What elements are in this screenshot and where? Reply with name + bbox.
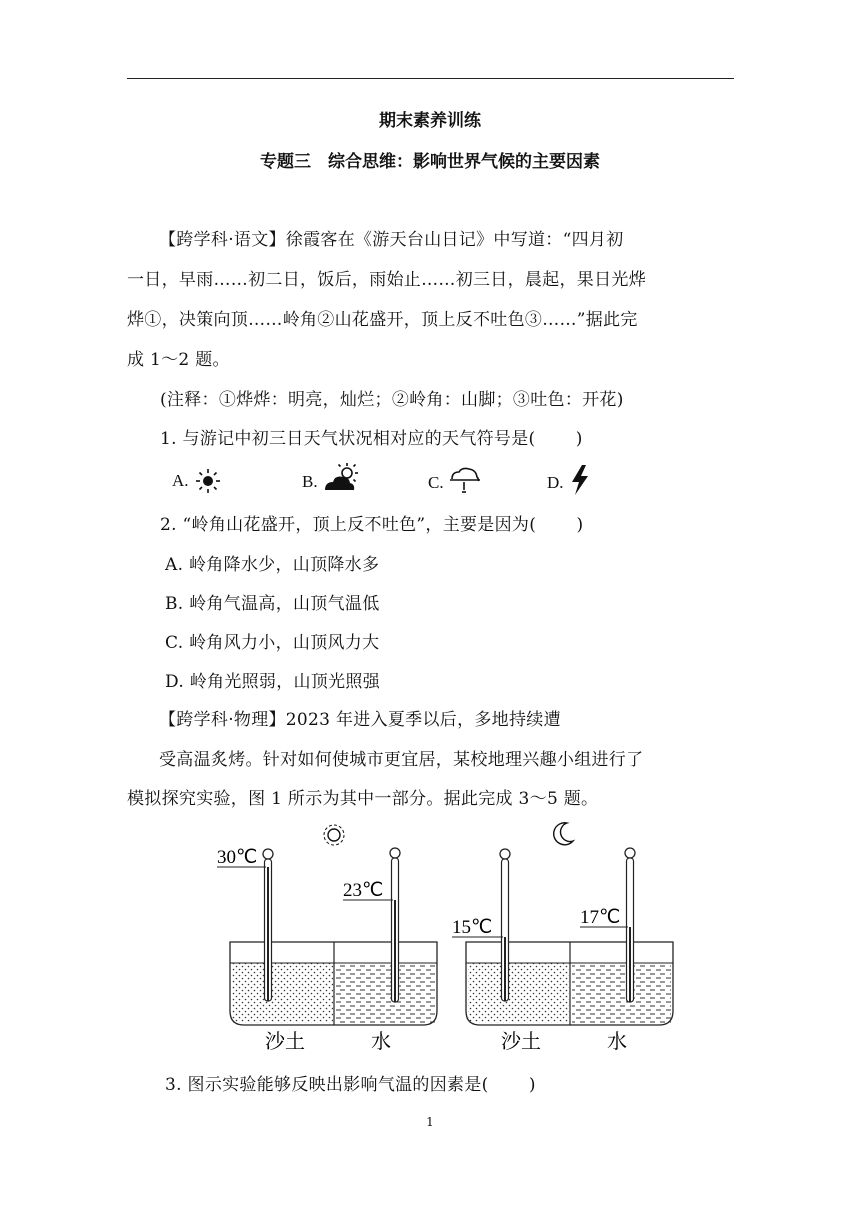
- q2-option-b: B. 岭角气温高，山顶气温低: [165, 594, 380, 614]
- q1-option-a-label: A.: [172, 471, 189, 490]
- day-sand-label: 沙土: [265, 1029, 305, 1053]
- passage2-line-1: 【跨学科·物理】2023 年进入夏季以后，多地持续遭: [159, 710, 561, 730]
- q1-option-c: [428, 466, 482, 496]
- night-sand-temp: 15℃: [452, 917, 493, 938]
- experiment-figure: [205, 815, 685, 1060]
- page-subtitle: 专题三 综合思维：影响世界气候的主要因素: [260, 152, 600, 172]
- q1-stem: 1. 与游记中初三日天气状况相对应的天气符号是( ): [160, 429, 583, 449]
- moon-icon: [554, 823, 573, 845]
- page-number: 1: [426, 1115, 434, 1129]
- passage2-line-2: 受高温炙烤。针对如何使城市更宜居，某校地理兴趣小组进行了: [159, 750, 644, 770]
- night-container: [466, 942, 673, 1025]
- q2-option-d: D. 岭角光照弱，山顶光照强: [165, 672, 381, 692]
- day-sand-temp: 30℃: [217, 847, 258, 868]
- passage1-note: (注释：①烨烨：明亮，灿烂；②岭角：山脚；③吐色：开花): [160, 390, 624, 410]
- q1-option-d: [547, 464, 592, 496]
- sunny-icon: [193, 468, 223, 494]
- night-sand-label: 沙土: [501, 1029, 541, 1053]
- night-water-label: 水: [607, 1029, 627, 1053]
- sun-icon: [324, 825, 344, 845]
- passage1-line-1: 【跨学科·语文】徐霞客在《游天台山日记》中写道：“四月初: [159, 230, 624, 250]
- q2-option-a: A. 岭角降水少，山顶降水多: [165, 555, 380, 575]
- q2-stem: 2. “岭角山花盛开，顶上反不吐色”，主要是因为( ): [160, 515, 584, 535]
- page-title: 期末素养训练: [379, 111, 481, 131]
- q1-option-b-label: B.: [302, 472, 318, 491]
- q1-option-a: [172, 468, 223, 494]
- q1-option-b: [302, 462, 360, 494]
- passage1-line-3: 烨①，决策向顶……岭角②山花盛开，顶上反不吐色③……”据此完: [127, 310, 638, 330]
- q1-option-d-label: D.: [547, 472, 564, 492]
- header-rule: [127, 78, 734, 79]
- lightning-icon: [568, 464, 592, 496]
- partly-cloudy-icon: [322, 462, 360, 494]
- day-water-label: 水: [371, 1029, 391, 1053]
- passage2-line-3: 模拟探究实验，图 1 所示为其中一部分。据此完成 3～5 题。: [127, 789, 599, 809]
- night-water-temp: 17℃: [580, 907, 621, 928]
- day-container: [230, 942, 437, 1025]
- day-water-temp: 23℃: [343, 880, 384, 901]
- q1-option-c-label: C.: [428, 473, 444, 492]
- q2-option-c: C. 岭角风力小，山顶风力大: [165, 633, 380, 653]
- passage1-line-4: 成 1～2 题。: [127, 350, 230, 370]
- q3-stem: 3. 图示实验能够反映出影响气温的因素是( ): [165, 1075, 536, 1095]
- passage1-line-2: 一日，早雨……初二日，饭后，雨始止……初三日，晨起，果日光烨: [127, 270, 646, 290]
- rain-icon: [448, 466, 482, 496]
